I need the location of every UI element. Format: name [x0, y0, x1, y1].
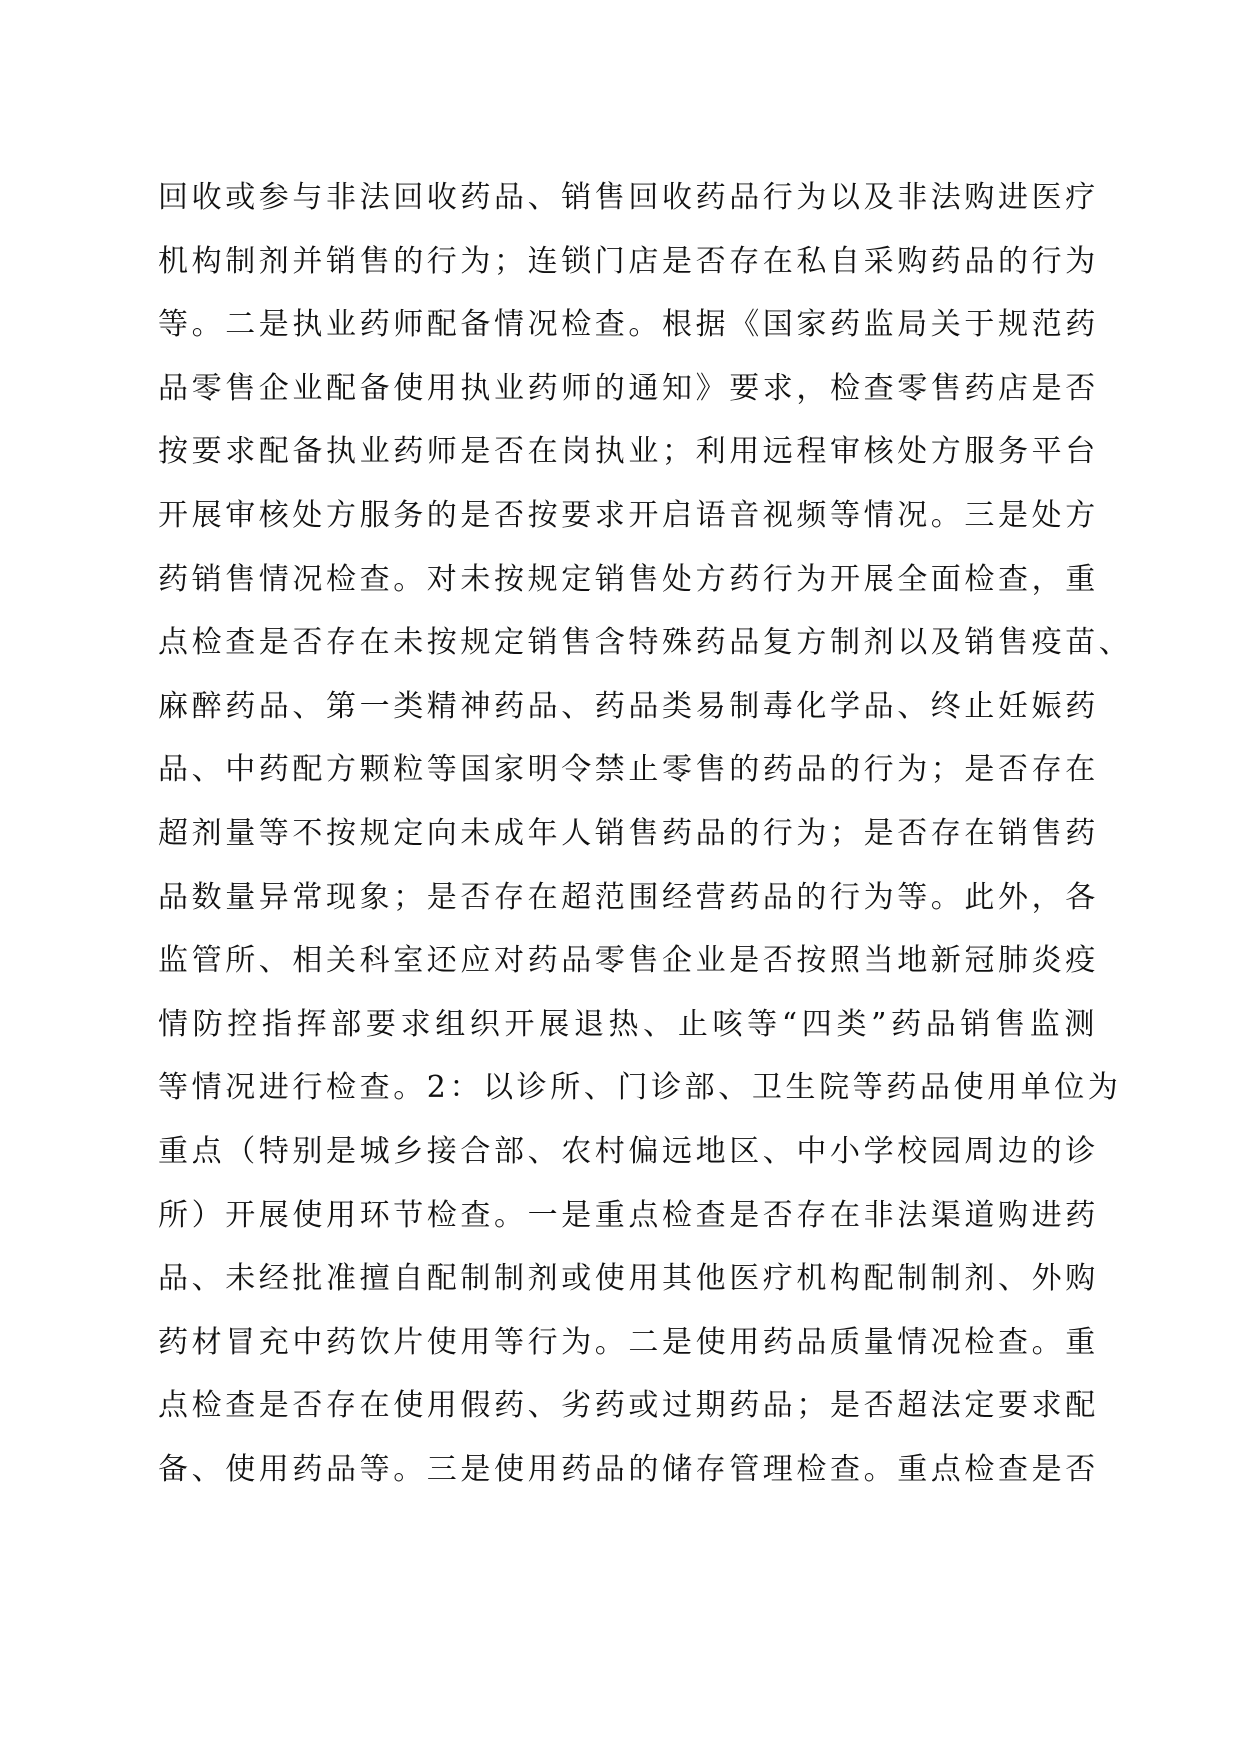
body-text: [158, 166, 1133, 1501]
text-line-4: 品零售企业配备使用执业药师的通知》要求，检查零售药店是否: [158, 370, 1099, 406]
text-line-13: 监管所、相关科室还应对药品零售企业是否按照当地新冠肺炎疫: [158, 943, 1099, 979]
text-line-6: 开展审核处方服务的是否按要求开启语音视频等情况。三是处方: [158, 497, 1099, 533]
text-line-19: 药材冒充中药饮片使用等行为。二是使用药品质量情况检查。重: [158, 1324, 1099, 1360]
text-line-18: 品、未经批准擅自配制制剂或使用其他医疗机构配制制剂、外购: [158, 1261, 1099, 1297]
text-line-20: 点检查是否存在使用假药、劣药或过期药品；是否超法定要求配: [158, 1388, 1099, 1424]
text-line-1: 回收或参与非法回收药品、销售回收药品行为以及非法购进医疗: [158, 180, 1099, 215]
text-line-7: 药销售情况检查。对未按规定销售处方药行为开展全面检查，重: [158, 561, 1099, 597]
text-line-8: 点检查是否存在未按规定销售含特殊药品复方制剂以及销售疫苗、: [158, 625, 1133, 661]
text-line-21: 备、使用药品等。三是使用药品的储存管理检查。重点检查是否: [158, 1451, 1099, 1487]
text-line-16: 重点（特别是城乡接合部、农村偏远地区、中小学校园周边的诊: [158, 1133, 1099, 1169]
text-line-2: 机构制剂并销售的行为；连锁门店是否存在私自采购药品的行为: [158, 243, 1099, 279]
text-line-10: 品、中药配方颗粒等国家明令禁止零售的药品的行为；是否存在: [158, 752, 1099, 788]
text-line-9: 麻醉药品、第一类精神药品、药品类易制毒化学品、终止妊娠药: [158, 688, 1099, 724]
text-line-3: 等。二是执业药师配备情况检查。根据《国家药监局关于规范药: [158, 307, 1099, 343]
text-line-12: 品数量异常现象；是否存在超范围经营药品的行为等。此外，各: [158, 879, 1099, 915]
text-line-14: 情防控指挥部要求组织开展退热、止咳等“四类”药品销售监测: [158, 1006, 1098, 1042]
text-line-5: 按要求配备执业药师是否在岗执业；利用远程审核处方服务平台: [158, 434, 1099, 470]
text-line-17: 所）开展使用环节检查。一是重点检查是否存在非法渠道购进药: [158, 1197, 1099, 1233]
text-line-11: 超剂量等不按规定向未成年人销售药品的行为；是否存在销售药: [158, 815, 1099, 851]
text-line-15: 等情况进行检查。2：以诊所、门诊部、卫生院等药品使用单位为: [158, 1070, 1122, 1106]
